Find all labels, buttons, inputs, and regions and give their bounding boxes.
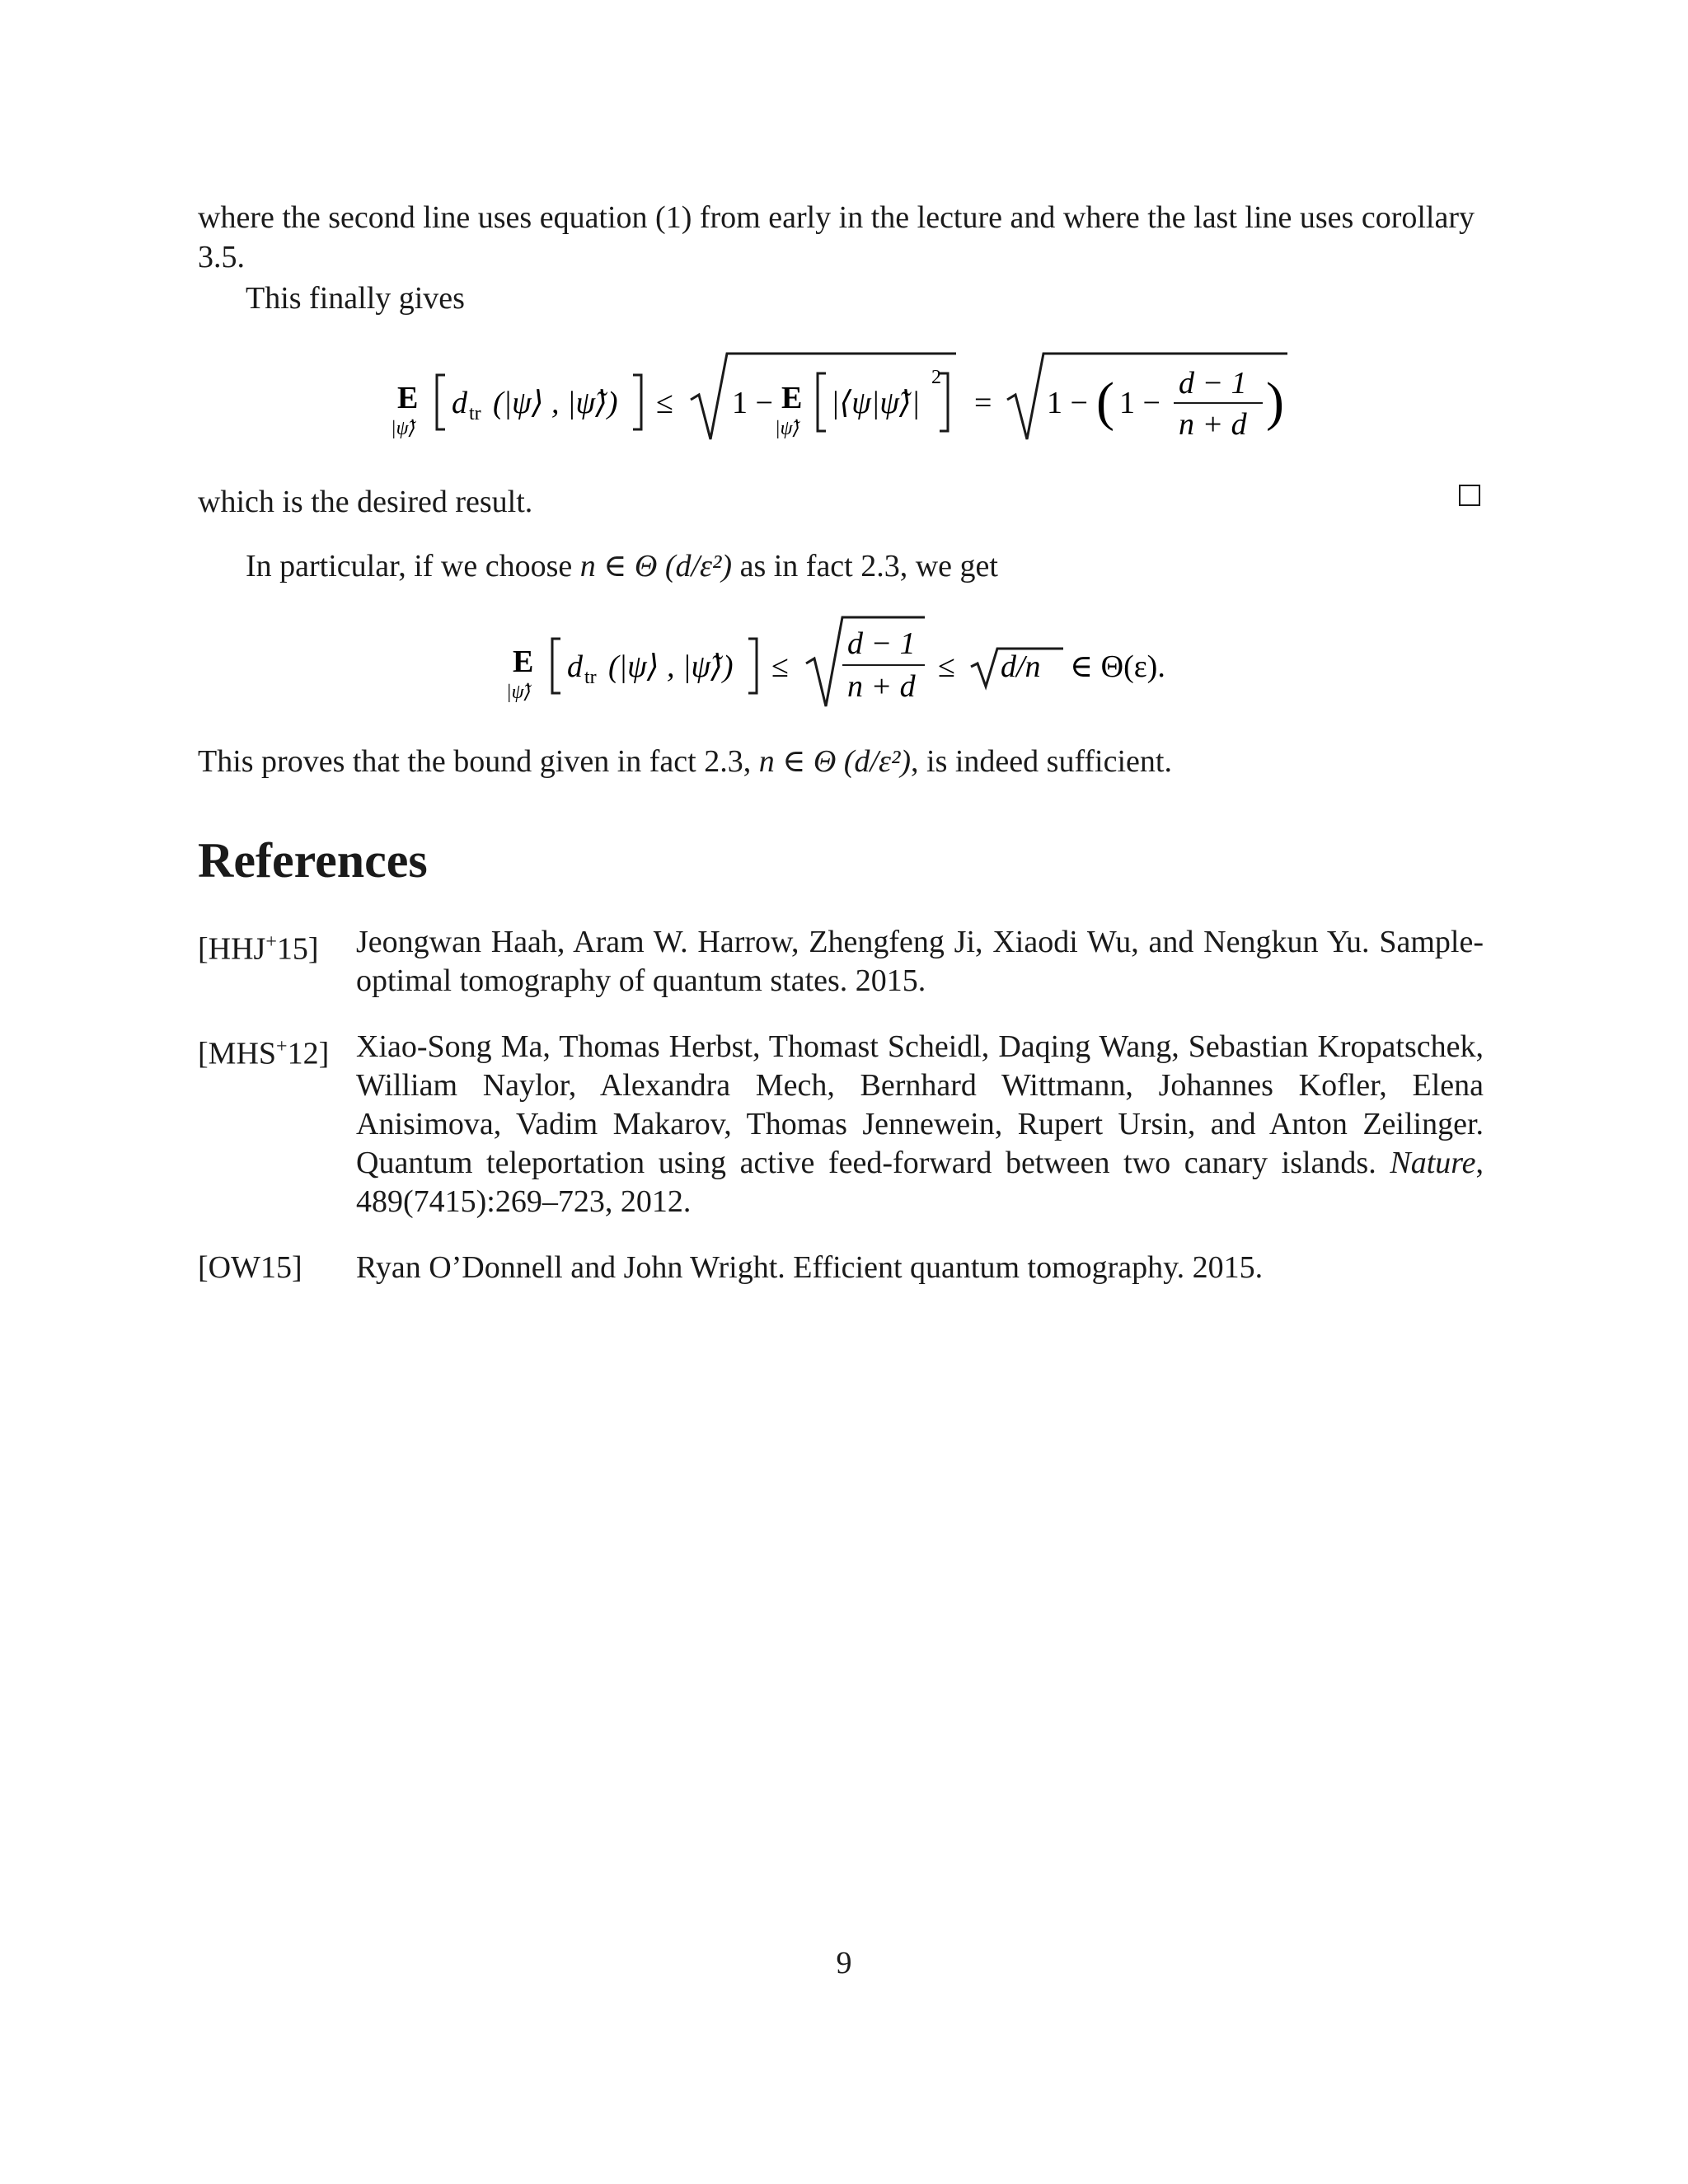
square-exponent: 2	[931, 367, 941, 388]
inner-product: |⟨ψ|ψ̃⟩|	[831, 386, 921, 420]
paragraph-3: which is the desired result.	[198, 485, 533, 519]
expectation-symbol-3: E	[513, 644, 534, 679]
fraction-numerator-2: d − 1	[847, 626, 916, 661]
trace-subscript-2: tr	[584, 667, 597, 688]
reference-text: Jeongwan Haah, Aram W. Harrow, Zhengfeng Ji, Xiaodi Wu, and Nengkun Yu. Sample-optimal tomography of quantum states. 2015.	[356, 925, 1484, 998]
leq-sign: ≤	[656, 386, 673, 420]
paragraph-4-text-pre: In particular, if we choose	[246, 549, 580, 583]
journal-name: Nature	[1390, 1146, 1476, 1180]
expectation-symbol: E	[397, 381, 419, 415]
fraction-denominator-1: n + d	[1179, 407, 1247, 442]
state-arguments: (|ψ⟩ , |ψ̃⟩)	[493, 386, 618, 420]
qed-box-icon	[1459, 485, 1480, 506]
reference-mhs12	[198, 1028, 1484, 1221]
paragraph-4-text-post: as in fact 2.3, we get	[732, 549, 998, 583]
expectation-subscript-2: |ψ̃⟩	[775, 418, 800, 439]
reference-key: [MHS+12]	[198, 1036, 330, 1071]
paragraph-5	[198, 742, 1484, 781]
trace-distance-d-2: d	[567, 649, 583, 684]
references-heading: References	[198, 833, 428, 888]
close-paren: )	[1266, 372, 1284, 432]
reference-key: [OW15]	[198, 1250, 302, 1285]
paragraph-4	[198, 546, 1484, 586]
leq-sign-3: ≤	[938, 649, 955, 684]
reference-ow15	[198, 1249, 1484, 1287]
expectation-symbol-2: E	[781, 381, 803, 415]
page-number: 9	[836, 1946, 852, 1980]
equation-1	[387, 342, 1319, 466]
one-minus-2: 1 −	[1047, 386, 1088, 420]
equals-sign: =	[974, 386, 992, 420]
one-minus-3: 1 −	[1119, 386, 1160, 420]
sqrt-d-over-n: d/n	[1001, 649, 1041, 684]
paragraph-5-text-post: , is indeed sufficient.	[911, 744, 1172, 779]
paragraph-2: This finally gives	[246, 281, 465, 316]
trace-subscript: tr	[469, 403, 481, 424]
left-bracket	[437, 375, 445, 429]
paragraph-5-text-pre: This proves that the bound given in fact 2.3,	[198, 744, 759, 779]
reference-text: Ryan O’Donnell and John Wright. Efficient quantum tomography. 2015.	[356, 1250, 1264, 1285]
open-paren: (	[1096, 372, 1114, 432]
theta-epsilon: ∈ Θ(ε).	[1070, 649, 1165, 684]
right-bracket	[633, 375, 641, 429]
trace-distance-d: d	[452, 386, 467, 420]
reference-text: Xiao-Song Ma, Thomas Herbst, Thomast Scheidl, Daqing Wang, Sebastian Kropatschek, William Naylor, Alexandra Mech, Bernhard Wittmann, Johannes Kofler, Elena Anisimova, Vadim Makarov, Thomas Jennewein, Rupert Ursin, and Anton Zeilinger. Quantum teleportation using active feed-forward between two canary islands. Nature, 489(7415):269–723, 2012.	[356, 1029, 1484, 1219]
paragraph-5-math: n ∈ Θ (d/ε²)	[758, 744, 912, 779]
one-minus-1: 1 −	[732, 386, 773, 420]
paragraph-4-math: n ∈ Θ (d/ε²)	[579, 549, 733, 583]
reference-key: [HHJ+15]	[198, 931, 319, 967]
paragraph-1: where the second line uses equation (1) from early in the lecture and where the last line uses corollary 3.5.	[198, 200, 1475, 274]
expectation-subscript: |ψ̃⟩	[391, 418, 416, 439]
fraction-numerator-1: d − 1	[1179, 366, 1247, 401]
right-bracket-3	[748, 639, 757, 693]
left-bracket-3	[552, 639, 560, 693]
reference-hhj15	[198, 923, 1484, 1001]
fraction-denominator-2: n + d	[847, 669, 916, 704]
state-arguments-2: (|ψ⟩ , |ψ̃⟩)	[608, 649, 734, 684]
leq-sign-2: ≤	[771, 649, 789, 684]
left-bracket-2	[818, 373, 826, 431]
equation-2	[503, 606, 1187, 721]
expectation-subscript-3: |ψ̃⟩	[506, 682, 532, 703]
